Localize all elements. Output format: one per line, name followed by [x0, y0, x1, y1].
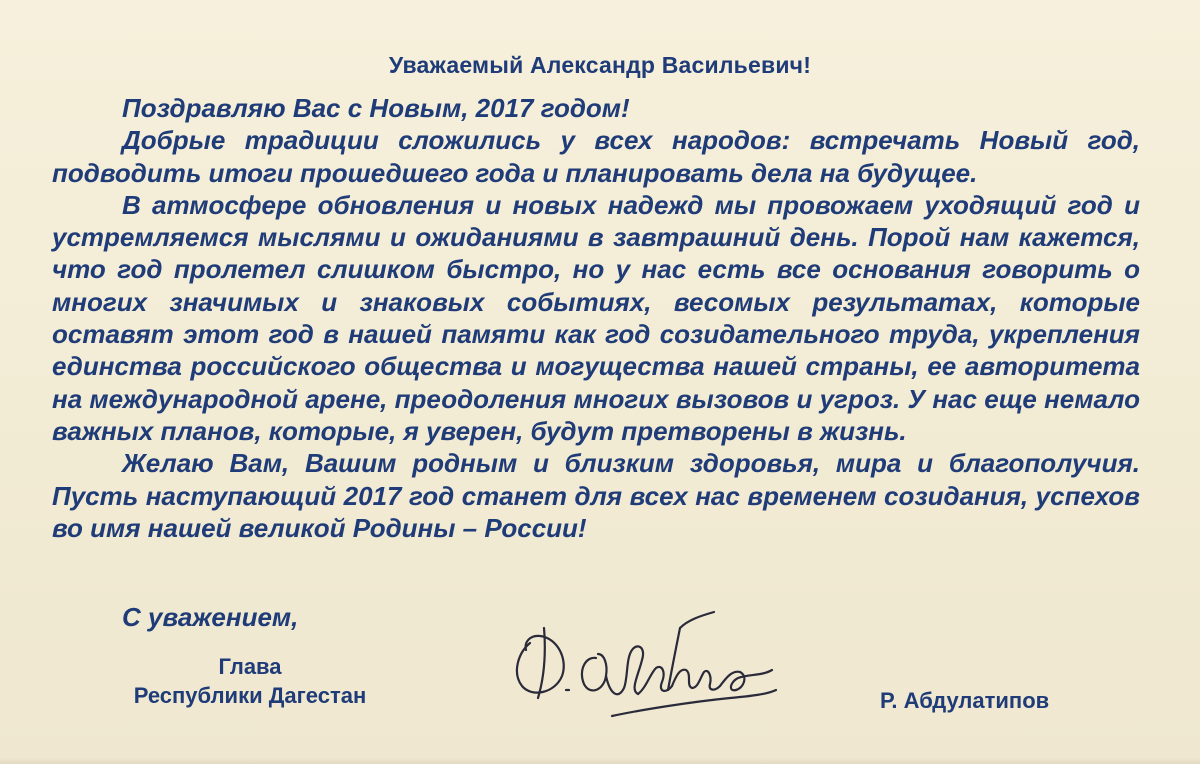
signer-position-line: Республики Дагестан [133, 683, 367, 708]
handwritten-signature [500, 598, 790, 738]
letter-paragraph: В атмосфере обновления и новых надежд мы провожаем уходящий год и устремляемся мыслями и ожиданиями в завтрашний день. Порой нам кажется, что год пролетел слишком быстро, но у нас есть все основания говорить о многих значимых и знаковых событиях, весомых результатах, которые оставят этот год в нашей памяти как год созидательного труда, укрепления единства российского общества и могущества нашей страны, ее авторитета на международной арене, преодоления многих вызовов и угроз. У нас еще немало важных планов, которые, я уверен, будут претворены в жизнь. [52, 189, 1140, 446]
signer-name: Р. Абдулатипов [880, 688, 1050, 713]
letter-paragraph: Желаю Вам, Вашим родным и близким здоровья, мира и благополучия. Пусть наступающий 2017 год станет для всех нас временем созидания, успехов во имя нашей великой Родины – России! [52, 448, 1140, 543]
paper-edge [0, 758, 1200, 764]
signer-position [60, 652, 440, 710]
letter-greeting: Уважаемый Александр Васильевич! [388, 52, 812, 78]
letter-paragraph: Добрые традиции сложились у всех народов: встречать Новый год, подводить итоги прошедшего года и планировать дела на будущее. [52, 125, 1140, 188]
letter-paragraph: Поздравляю Вас с Новым, 2017 годом! [122, 93, 630, 123]
letter-body [52, 92, 1140, 544]
letter-closing: С уважением, [122, 602, 299, 632]
signer-position-line: Глава [218, 654, 282, 679]
